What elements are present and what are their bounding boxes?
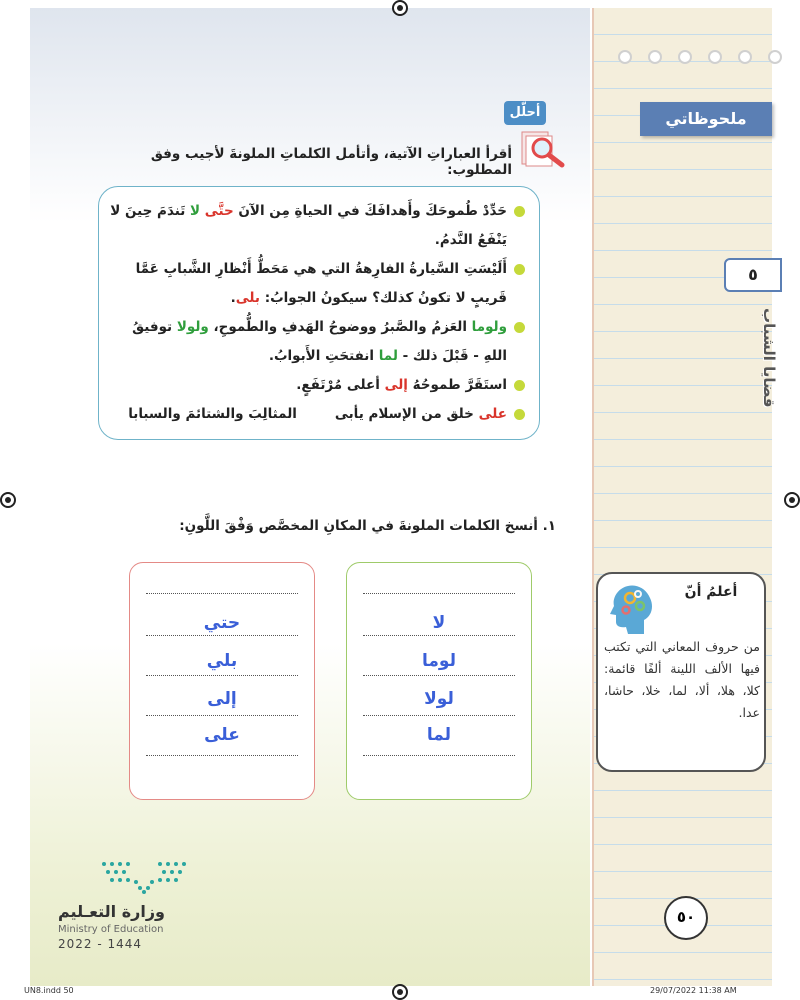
- answer-line[interactable]: [363, 675, 515, 676]
- binder-hole: [708, 50, 722, 64]
- red-words-box: [129, 562, 315, 800]
- registration-mark-icon: [392, 0, 408, 16]
- bullet-icon: [514, 380, 525, 391]
- binder-hole: [768, 50, 782, 64]
- registration-mark-icon: [784, 492, 800, 508]
- print-file-label: UN8.indd 50: [24, 986, 74, 995]
- analyze-badge: أحلّل: [504, 101, 546, 125]
- bullet-icon: [514, 409, 525, 420]
- answer-line[interactable]: [146, 755, 298, 756]
- answer-word: لولا: [424, 689, 454, 709]
- colored-word-red: على: [478, 406, 507, 422]
- binder-hole: [738, 50, 752, 64]
- colored-word-red: حتَّى: [204, 203, 234, 219]
- binder-hole: [648, 50, 662, 64]
- exercise-instruction: أقرأ العباراتِ الآتية، وأتأمل الكلماتِ الملونةَ لأجيب وفق المطلوب:: [150, 146, 512, 178]
- colored-word-green: لا: [190, 203, 201, 219]
- sentence-text: المثالِبَ والشتائمَ والسبابا: [128, 406, 297, 422]
- head-gears-icon: [604, 576, 656, 636]
- sentence-text: تَندَمَ حِينَ لا يَنْفَعُ النَّدمُ.: [110, 203, 507, 248]
- colored-word-green: ولولا: [176, 319, 209, 335]
- answer-word: لما: [426, 725, 452, 745]
- edition-year: 2022 - 1444: [58, 937, 143, 951]
- question-1: ١. أنسخ الكلمات الملونةَ في المكانِ المخصَّص وَفْقَ اللَّونِ:: [179, 518, 556, 534]
- magnifier-icon: [520, 128, 566, 168]
- answer-line[interactable]: [363, 755, 515, 756]
- registration-mark-icon: [0, 492, 16, 508]
- colored-word-green: ولوما: [471, 319, 507, 335]
- answer-line[interactable]: [146, 593, 298, 594]
- sentence-text: توفيقُ اللهِ - قَبْلَ ذلك -: [132, 319, 507, 364]
- colored-word-red: إلى: [384, 377, 408, 393]
- sentence-3: [109, 313, 525, 371]
- sentence-text: انفتحَتِ الأَبوابُ.: [268, 348, 379, 364]
- answer-line[interactable]: [363, 715, 515, 716]
- unit-title-box: [744, 296, 778, 420]
- ministry-name-english: Ministry of Education: [58, 924, 164, 935]
- sentence-4: [109, 371, 525, 400]
- bullet-icon: [514, 264, 525, 275]
- answer-word: لا: [432, 613, 446, 633]
- know-that-title: أعلمُ أنّ: [684, 584, 738, 600]
- sentence-text: أَلَيْسَتِ السَّيارةُ الفارِهةُ التي هي مَحَطُّ أَنْظارِ الشَّبابِ عَمَّا قَريبٍ لا تكونُ كذلك؟ سيكونُ الجوابُ:: [135, 261, 507, 306]
- sentence-text: خلق من الإسلام يأبى: [334, 406, 479, 422]
- sentence-1: [109, 197, 525, 255]
- answer-line[interactable]: [146, 635, 298, 636]
- answer-line[interactable]: [363, 593, 515, 594]
- registration-mark-icon: [392, 984, 408, 1000]
- sentence-text: العَزمُ والصَّبرُ ووضوحُ الهَدفِ والطُّموحِ،: [208, 319, 472, 335]
- sentence-text: أعلى مُرْتَفَعٍ.: [296, 377, 385, 393]
- green-words-box: [346, 562, 532, 800]
- notes-column-border: [592, 8, 594, 986]
- sentence-text: استَقَرَّ طموحُهُ: [407, 377, 507, 393]
- sentence-2: [109, 255, 525, 313]
- page-number: ٥٠: [664, 896, 708, 940]
- answer-line[interactable]: [363, 635, 515, 636]
- bullet-icon: [514, 322, 525, 333]
- sentence-5: [109, 400, 525, 429]
- know-that-text: من حروف المعاني التي تكتب فيها الألف اللينة ألفًا قائمة: كلا، هلا، ألا، لما، خلا، حاشا، عدا.: [604, 639, 760, 720]
- sentence-text: حَدِّدْ طُموحَكَ وأَهدافَكَ في الحياةِ مِن الآنَ: [233, 203, 507, 219]
- bullet-icon: [514, 206, 525, 217]
- notes-title: ملحوظاتي: [640, 102, 772, 136]
- binder-hole: [678, 50, 692, 64]
- binder-hole: [618, 50, 632, 64]
- colored-word-green: لما: [378, 348, 398, 364]
- colored-word-red: بلى: [235, 290, 261, 306]
- answer-word: على: [204, 725, 240, 745]
- sentence-text: .: [230, 290, 236, 306]
- notes-column: [592, 8, 772, 986]
- sentences-box: [98, 186, 540, 440]
- answer-line[interactable]: [146, 715, 298, 716]
- ministry-name-arabic: وزارة التعـليم: [58, 902, 165, 921]
- unit-title: قضايا الشباب: [760, 308, 778, 408]
- print-date-label: 29/07/2022 11:38 AM: [650, 986, 737, 995]
- answer-word: حتي: [203, 613, 241, 633]
- answer-word: لوما: [422, 651, 456, 671]
- answer-word: إلى: [207, 689, 237, 709]
- answer-line[interactable]: [146, 675, 298, 676]
- unit-number: ٥: [724, 258, 782, 292]
- ministry-logo-icon: [98, 858, 190, 896]
- answer-word: بلي: [206, 651, 238, 671]
